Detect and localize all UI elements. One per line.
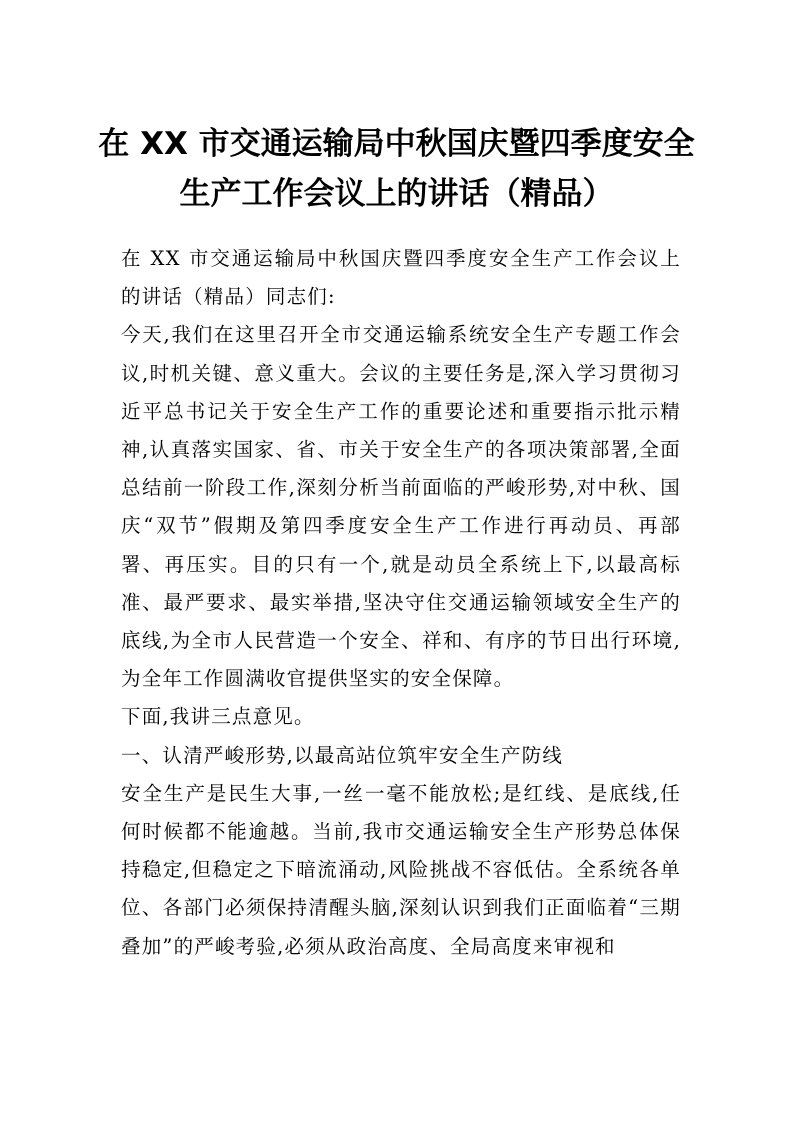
document-title-line-1: 在 XX 市交通运输局中秋国庆暨四季度安全 [98, 126, 695, 162]
paragraph-intro: 在 XX 市交通运输局中秋国庆暨四季度安全生产工作会议上的讲话（精品）同志们: [121, 247, 681, 309]
document-body [121, 240, 681, 966]
section-heading-1: 一、认清严峻形势,以最高站位筑牢安全生产防线 [121, 743, 564, 767]
document-title-line-2: 生产工作会议上的讲话（精品） [179, 176, 614, 212]
paragraph-outline: 下面,我讲三点意见。 [121, 705, 315, 729]
paragraph-opening: 今天,我们在这里召开全市交通运输系统安全生产专题工作会议,时机关键、意义重大。会议的主要任务是,深入学习贯彻习近平总书记关于安全生产工作的重要论述和重要指示批示精神,认真落实国家、省、市关于安全生产的各项决策部署,全面总结前一阶段工作,深刻分析当前面临的严峻形势,对中秋、国庆“双节”假期及第四季度安全生产工作进行再动员、再部署、再压实。目的只有一个,就是动员全系统上下,以最高标准、最严要求、最实举措,坚决守住交通运输领域安全生产的底线,为全市人民营造一个安全、祥和、有序的节日出行环境,为全年工作圆满收官提供坚实的安全保障。 [121, 323, 681, 691]
paragraph-section-1: 安全生产是民生大事,一丝一毫不能放松;是红线、是底线,任何时候都不能逾越。当前,我市交通运输安全生产形势总体保持稳定,但稳定之下暗流涌动,风险挑战不容低估。全系统各单位、各部门必须保持清醒头脑,深刻认识到我们正面临着“三期叠加”的严峻考验,必须从政治高度、全局高度来审视和 [121, 781, 681, 958]
